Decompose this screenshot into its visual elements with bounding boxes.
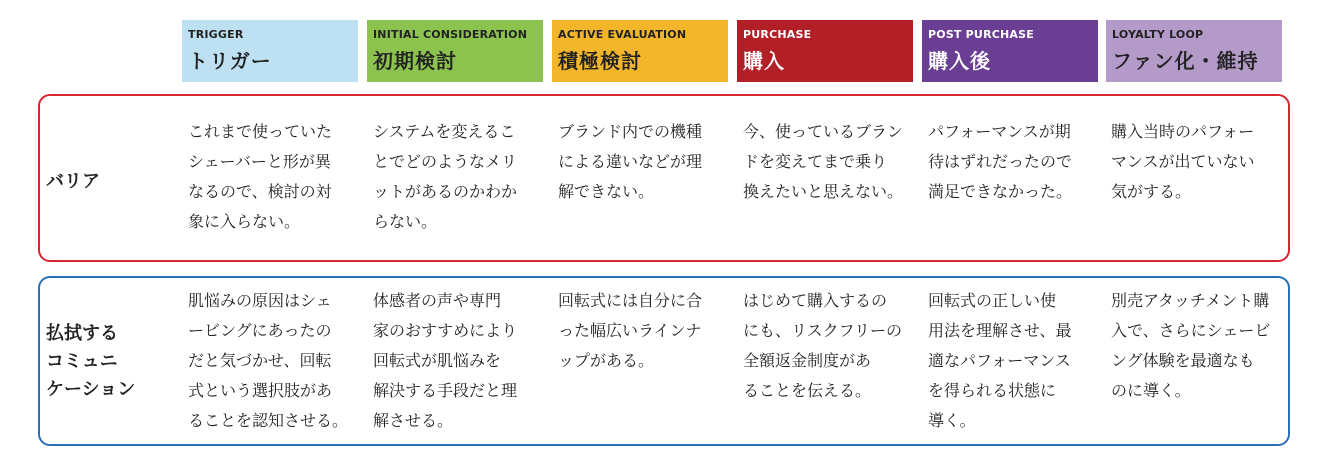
communication-cell-initial-consideration: 体感者の声や専門 家のおすすめにより 回転式が肌悩みを 解決する手段だと理 解させる。	[373, 291, 518, 430]
stage-ja-label: ファン化・維持	[1112, 49, 1259, 73]
stage-ja-label: 購入	[743, 49, 785, 73]
communication-cell-active-evaluation: 回転式には自分に合 った幅広いラインナ ップがある。	[558, 291, 703, 370]
stage-en-label: INITIAL CONSIDERATION	[373, 28, 528, 41]
communication-row-label: 払拭する コミュニ ケーション	[46, 323, 136, 400]
stage-header-trigger	[182, 20, 358, 82]
communication-cell-purchase: はじめて購入するの にも、リスクフリーの 全額返金制度があ ることを伝える。	[743, 291, 903, 400]
stage-header-loyalty-loop	[1106, 20, 1282, 82]
barrier-cell-loyalty-loop: 購入当時のパフォー マンスが出ていない 気がする。	[1111, 122, 1255, 201]
stage-header-initial-consideration	[367, 20, 543, 82]
stage-ja-label: 初期検討	[373, 49, 457, 73]
stage-en-label: TRIGGER	[188, 28, 244, 41]
barrier-cell-active-evaluation: ブランド内での機種 による違いなどが理 解できない。	[558, 122, 703, 201]
stage-header-active-evaluation	[552, 20, 728, 82]
stage-header-purchase	[737, 20, 913, 82]
communication-cell-trigger: 肌悩みの原因はシェ ービングにあったの だと気づかせ、回転 式という選択肢があ ることを認知させる。	[188, 291, 349, 430]
communication-cell-post-purchase: 回転式の正しい使 用法を理解させ、最 適なパフォーマンス を得られる状態に 導く。	[928, 291, 1072, 430]
stage-header-post-purchase	[922, 20, 1098, 82]
stage-en-label: POST PURCHASE	[928, 28, 1034, 41]
stage-en-label: ACTIVE EVALUATION	[558, 28, 687, 41]
stage-ja-label: トリガー	[188, 49, 272, 73]
stage-en-label: PURCHASE	[743, 28, 812, 41]
barrier-cell-trigger: これまで使っていた シェーバーと形が異 なるので、検討の対 象に入らない。	[188, 122, 333, 231]
stage-ja-label: 積極検討	[558, 49, 642, 73]
barrier-cell-post-purchase: パフォーマンスが期 待はずれだったので 満足できなかった。	[928, 122, 1073, 201]
barrier-cell-purchase: 今、使っているブラン ドを変えてまで乗り 換えたいと思えない。	[743, 122, 904, 201]
stage-en-label: LOYALTY LOOP	[1112, 28, 1204, 41]
barrier-cell-initial-consideration: システムを変えるこ とでどのようなメリ ットがあるのかわか らない。	[373, 122, 518, 231]
stage-ja-label: 購入後	[928, 49, 991, 73]
barrier-row-label: バリア	[46, 171, 100, 192]
communication-cell-loyalty-loop: 別売アタッチメント購 入で、さらにシェービ ング体験を最適なも のに導く。	[1111, 291, 1271, 400]
